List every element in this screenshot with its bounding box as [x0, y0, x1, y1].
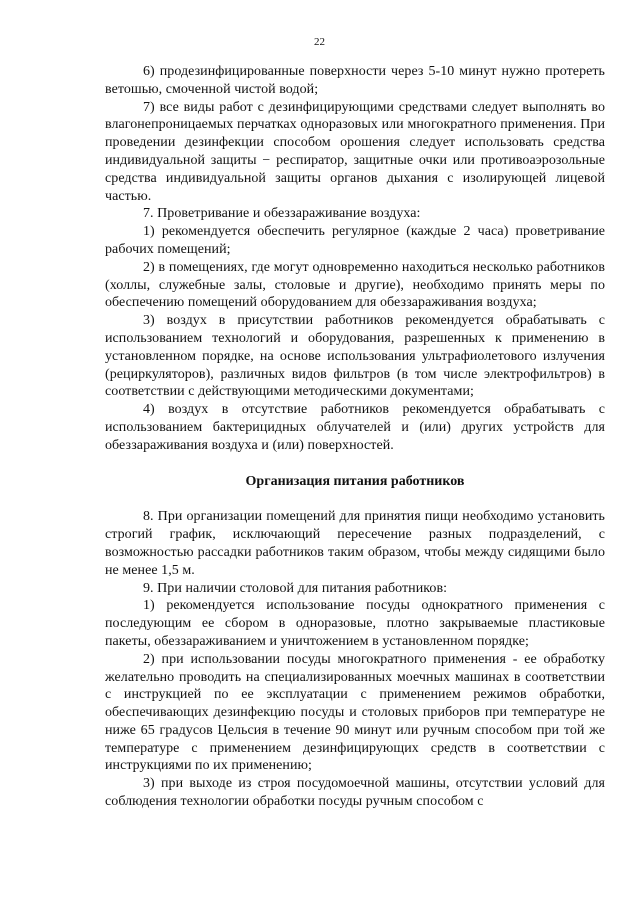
paragraph: 2) в помещениях, где могут одновременно находиться несколько работников (холлы, служебные залы, столовые и другие), необходимо принять меры по обеспечению помещений оборудованием для обеззараживания воздуха; — [105, 259, 605, 311]
paragraph: 8. При организации помещений для принятия пищи необходимо установить строгий график, исключающий пересечение разных подразделений, с возможностью рассадки работников таким образом, чтобы между сидящими было не менее 1,5 м. — [105, 509, 605, 578]
page-number: 22 — [314, 36, 325, 48]
paragraph: 2) при использовании посуды многократного применения - ее обработку желательно проводить на специализированных моечных машинах в соответствии с инструкцией по ее эксплуатации с применением режимов обработки, обеспечивающих дезинфекцию посуды и столовых приборов при температуре не ниже 65 градусов Цельсия в течение 90 минут или ручным способом при той же температуре с применением дезинфицирующих средств в соответствии с инструкциями по их применению; — [105, 651, 605, 774]
paragraph: 3) воздух в присутствии работников рекомендуется обрабатывать с использованием технологий и оборудования, разрешенных к применению в установленном порядке, на основе использования ультрафиолетового излучения (рециркуляторов), различных видов фильтров (в том числе электрофильтров) в соответствии с действующими методическими документами; — [105, 313, 605, 400]
paragraph: 4) воздух в отсутствие работников рекомендуется обрабатывать с использованием бактерицидных облучателей и (или) других устройств для обеззараживания воздуха и (или) поверхностей. — [105, 402, 605, 453]
paragraph: 1) рекомендуется использование посуды однократного применения с последующим ее сбором в одноразовые, плотно закрываемые пластиковые пакеты, обеззараживанием и уничтожением в установленном порядке; — [105, 598, 605, 649]
paragraph: 7) все виды работ с дезинфицирующими средствами следует выполнять во влагонепроницаемых перчатках одноразовых или многократного применения. При проведении дезинфекции способом орошения следует использовать средства индивидуальной защиты − респиратор, защитные очки или противоаэрозольные средства индивидуальной защиты органов дыхания с изолирующей лицевой частью. — [105, 99, 605, 204]
paragraph: 7. Проветривание и обеззараживание воздуха: — [143, 206, 421, 222]
section-heading: Организация питания работников — [245, 473, 465, 489]
paragraph: 3) при выходе из строя посудомоечной машины, отсутствии условий для соблюдения технологии обработки посуды ручным способом с — [105, 776, 605, 810]
paragraph: 6) продезинфицированные поверхности через 5-10 минут нужно протереть ветошью, смоченной чистой водой; — [105, 64, 605, 97]
document-body — [105, 63, 605, 811]
paragraph: 9. При наличии столовой для питания работников: — [143, 580, 448, 596]
paragraph: 1) рекомендуется обеспечить регулярное (каждые 2 часа) проветривание рабочих помещений; — [105, 224, 605, 257]
